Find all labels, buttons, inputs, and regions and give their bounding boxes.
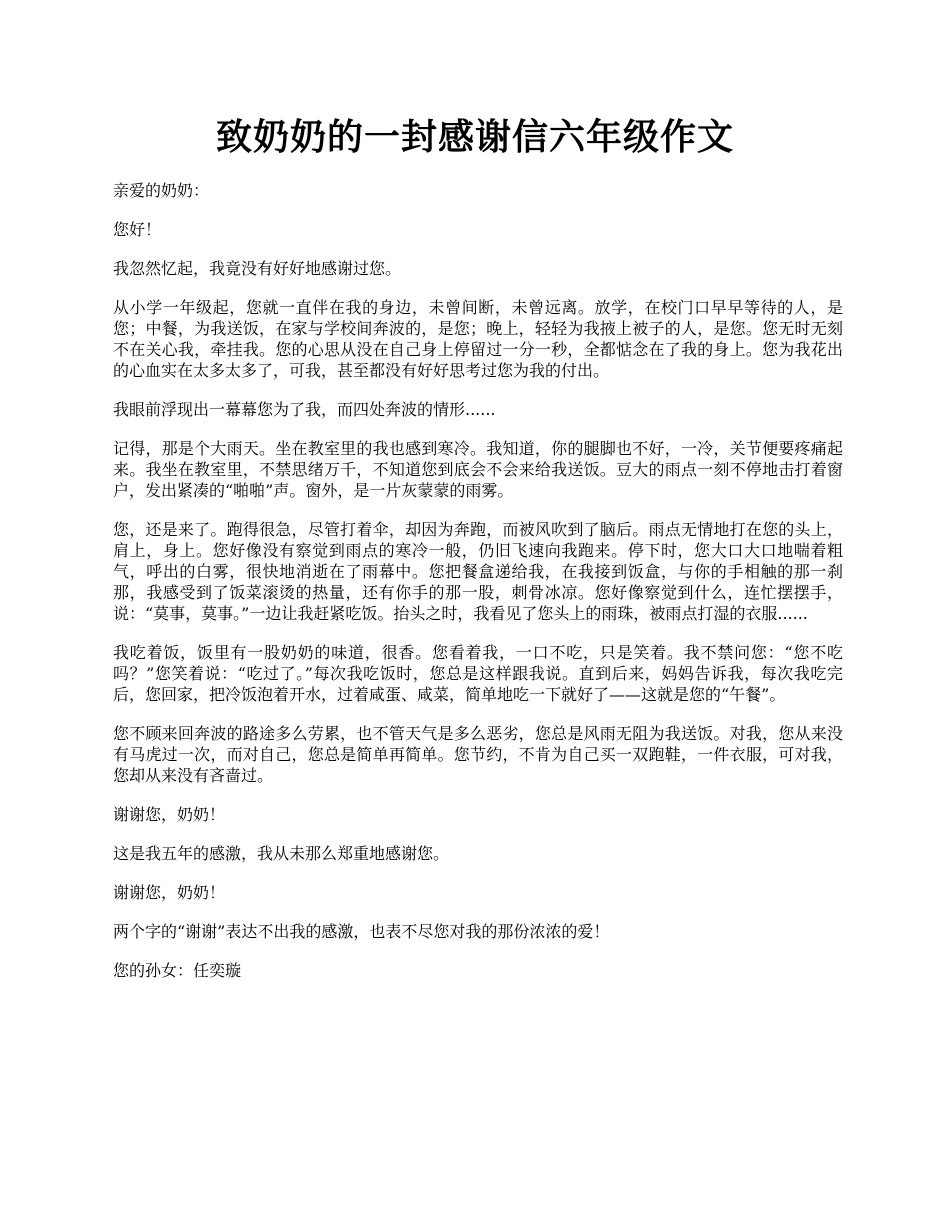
- paragraph: 我眼前浮现出一幕幕您为了我，而四处奔波的情形......: [113, 400, 496, 419]
- greeting: 您好！: [113, 220, 162, 239]
- paragraph: 这是我五年的感激，我从未那么郑重地感谢您。: [113, 844, 450, 863]
- signature: 您的孙女：任奕璇: [113, 961, 242, 980]
- paragraph: 我忽然忆起，我竟没有好好地感谢过您。: [113, 259, 402, 278]
- paragraph: 谢谢您，奶奶！: [113, 805, 226, 824]
- salutation: 亲爱的奶奶：: [113, 181, 210, 200]
- paragraph: 我吃着饭，饭里有一股奶奶的味道，很香。您看着我，一口不吃，只是笑着。我不禁问您：“您不吃吗？”您笑着说：“吃过了。”每次我吃饭时，您总是这样跟我说。直到后来，妈妈告诉我，每次我吃完后，您回家，把冷饭泡着开水，过着咸蛋、咸菜，简单地吃一下就好了——这就是您的“午餐”。: [113, 643, 843, 704]
- paragraph: 您不顾来回奔波的路途多么劳累，也不管天气是多么恶劣，您总是风雨无阻为我送饭。对我，您从来没有马虎过一次，而对自己，您总是简单再简单。您节约，不肯为自己买一双跑鞋，一件衣服，可对我，您却从来没有吝啬过。: [113, 724, 843, 785]
- paragraph: 从小学一年级起，您就一直伴在我的身边，未曾间断，未曾远离。放学，在校门口早早等待的人，是您；中餐，为我送饭，在家与学校间奔波的，是您；晚上，轻轻为我掖上被子的人，是您。您无时无刻不在关心我，牵挂我。您的心思从没在自己身上停留过一分一秒，全都惦念在了我的身上。您为我花出的心血实在太多太多了，可我，甚至都没有好好思考过您为我的付出。: [113, 298, 843, 380]
- paragraph: 记得，那是个大雨天。坐在教室里的我也感到寒冷。我知道，你的腿脚也不好，一冷，关节便要疼痛起来。我坐在教室里，不禁思绪万千，不知道您到底会不会来给我送饭。豆大的雨点一刻不停地击打着窗户，发出紧凑的“啪啪”声。窗外，是一片灰蒙蒙的雨雾。: [113, 439, 843, 500]
- letter-body: [113, 180, 843, 999]
- paragraph: 谢谢您，奶奶！: [113, 883, 226, 902]
- paragraph: 您，还是来了。跑得很急，尽管打着伞，却因为奔跑，而被风吹到了脑后。雨点无情地打在您的头上，肩上，身上。您好像没有察觉到雨点的寒冷一般，仍旧飞速向我跑来。停下时，您大口大口地喘着粗气，呼出的白雾，很快地消逝在了雨幕中。您把餐盒递给我，在我接到饭盒，与你的手相触的那一刹那，我感受到了饭菜滚烫的热量，还有你手的那一股，刺骨冰凉。您好像察觉到什么，连忙摆摆手，说：“莫事，莫事。”一边让我赶紧吃饭。抬头之时，我看见了您头上的雨珠，被雨点打湿的衣服......: [113, 520, 843, 623]
- page-title: 致奶奶的一封感谢信六年级作文: [215, 116, 734, 158]
- paragraph: 两个字的“谢谢”表达不出我的感激，也表不尽您对我的那份浓浓的爱！: [113, 922, 610, 941]
